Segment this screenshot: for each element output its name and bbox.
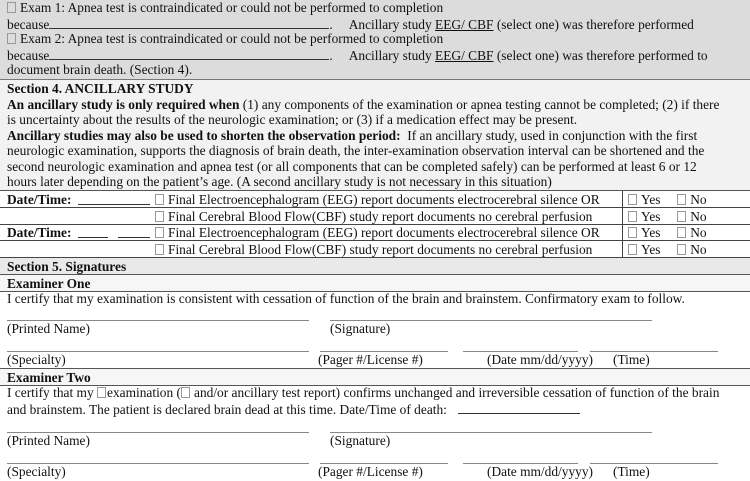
examiner-two-title: Examiner Two [7,370,91,385]
pager-label: (Pager #/License #) [318,352,423,367]
cert2-text: and/or ancillary test report) confirms unchanged and irreversible cessation of function of the brain [194,385,720,400]
ancillary-test-checkbox[interactable] [181,387,190,398]
yes-checkbox[interactable] [628,244,637,255]
pager-label: (Pager #/License #) [318,464,423,479]
exam2-label: Exam 2: Apnea test is contraindicated or could not be performed to completion [20,31,444,46]
because-label: because [7,48,50,63]
exam1-label: Exam 1: Apnea test is contraindicated or could not be performed to completion [20,0,444,15]
cert2-text: and brainstem. The patient is declared brain dead at this time. Date/Time of death: [7,402,447,417]
yes-label: Yes [641,209,661,224]
examination-checkbox[interactable] [97,387,106,398]
ancillary-row [0,191,750,208]
ancillary-row [0,208,750,225]
no-checkbox[interactable] [677,211,686,222]
examiner-one-header [0,275,750,292]
p2-text-cont: neurologic examination, supports the diagnosis of brain death, the inter-examination observation interval can be shortened and the [7,143,705,158]
exam1-reason-field[interactable] [49,16,329,29]
yes-checkbox[interactable] [628,227,637,238]
no-checkbox[interactable] [677,194,686,205]
no-checkbox[interactable] [677,244,686,255]
yes-label: Yes [641,242,661,257]
apnea-exam-section: Exam 1: Apnea test is contraindicated or could not be performed to completion because . Ancillary study EEG/ CBF (select one) was therefore performed Exam 2: Apnea test is contraindicated or could not be performed to completion because . Ancillary study EEG/ CBF (select one) was therefore performed to document brain death. (Section 4). [0,0,750,80]
date-label: (Date mm/dd/yyyy) [487,464,593,479]
time-label: (Time) [613,352,650,367]
examiner-one-title: Examiner One [7,276,91,291]
p2-text-cont: hours later depending on the patient’s age. (A second ancillary study is not necessary in this situation) [7,174,552,189]
cert2-text: I certify that my [7,385,94,400]
date-label: (Date mm/dd/yyyy) [487,352,593,367]
specialty-label: (Specialty) [7,352,66,367]
yes-checkbox[interactable] [628,211,637,222]
cert2-text: examination ( [107,385,181,400]
exam1-eeg-cbf-select[interactable]: EEG/ CBF [435,17,494,32]
no-checkbox[interactable] [677,227,686,238]
printed-name-label: (Printed Name) [7,321,90,336]
eeg-checkbox[interactable] [155,227,164,238]
cbf-checkbox[interactable] [155,244,164,255]
time-of-death-field[interactable] [458,401,580,414]
row-text: Final Cerebral Blood Flow(CBF) study report documents no cerebral perfusion [168,242,593,257]
p2-text-cont: second neurologic examination and apnea test (or all components that can be completed safely) can be performed at least 6 or 12 [7,159,697,174]
time-label: (Time) [613,464,650,479]
section5-title: Section 5. Signatures [7,259,127,274]
no-label: No [690,225,707,240]
ancillary-row [0,224,750,241]
section4-ancillary-study [0,80,750,191]
examiner-one-certification: I certify that my examination is consistent with cessation of function of the brain and brainstem. Confirmatory exam to follow. [7,291,685,306]
section4-title: Section 4. ANCILLARY STUDY [7,81,194,96]
p2-bold: Ancillary studies may also be used to shorten the observation period: [7,128,401,143]
signature-label: (Signature) [330,433,391,448]
time-field[interactable] [590,351,718,352]
row-text: Final Cerebral Blood Flow(CBF) study report documents no cerebral perfusion [168,209,593,224]
p1-text-cont: is uncertainty about the results of the neurologic examination; or (3) if a medication effect may be present. [7,112,578,127]
examiner-two-header [0,368,750,386]
exam2-eeg-cbf-select[interactable]: EEG/ CBF [435,48,494,63]
section5-header [0,258,750,275]
time-field[interactable] [118,225,150,238]
because-label: because [7,17,50,32]
exam1-suffix: (select one) was therefore performed [496,17,694,32]
datetime-label: Date/Time: [7,192,72,207]
no-label: No [690,192,707,207]
exam2-reason-field[interactable] [49,47,329,60]
ancillary-row [0,241,750,258]
specialty-label: (Specialty) [7,464,66,479]
exam1-checkbox[interactable] [7,2,16,13]
yes-label: Yes [641,225,661,240]
no-label: No [690,242,707,257]
row-text: Final Electroencephalogram (EEG) report documents electrocerebral silence OR [168,225,600,240]
no-label: No [690,209,707,224]
exam2-suffix: (select one) was therefore performed to [496,48,708,63]
cbf-checkbox[interactable] [155,211,164,222]
p1-bold: An ancillary study is only required when [7,97,240,112]
time-field[interactable] [590,463,718,464]
p2-text: If an ancillary study, used in conjunction with the first [407,128,698,143]
datetime-field[interactable] [78,192,150,205]
exam2-checkbox[interactable] [7,33,16,44]
ancillary-label: Ancillary study [348,48,432,63]
datetime-label: Date/Time: [7,225,72,240]
yes-checkbox[interactable] [628,194,637,205]
date-field[interactable] [78,225,108,238]
exam2-continuation: document brain death. (Section 4). [7,62,193,77]
printed-name-label: (Printed Name) [7,433,90,448]
row-text: Final Electroencephalogram (EEG) report documents electrocerebral silence OR [168,192,600,207]
signature-label: (Signature) [330,321,391,336]
ancillary-label: Ancillary study [348,17,432,32]
p1-text: (1) any components of the examination or apnea testing cannot be completed; (2) if there [242,97,720,112]
eeg-checkbox[interactable] [155,194,164,205]
yes-label: Yes [641,192,661,207]
